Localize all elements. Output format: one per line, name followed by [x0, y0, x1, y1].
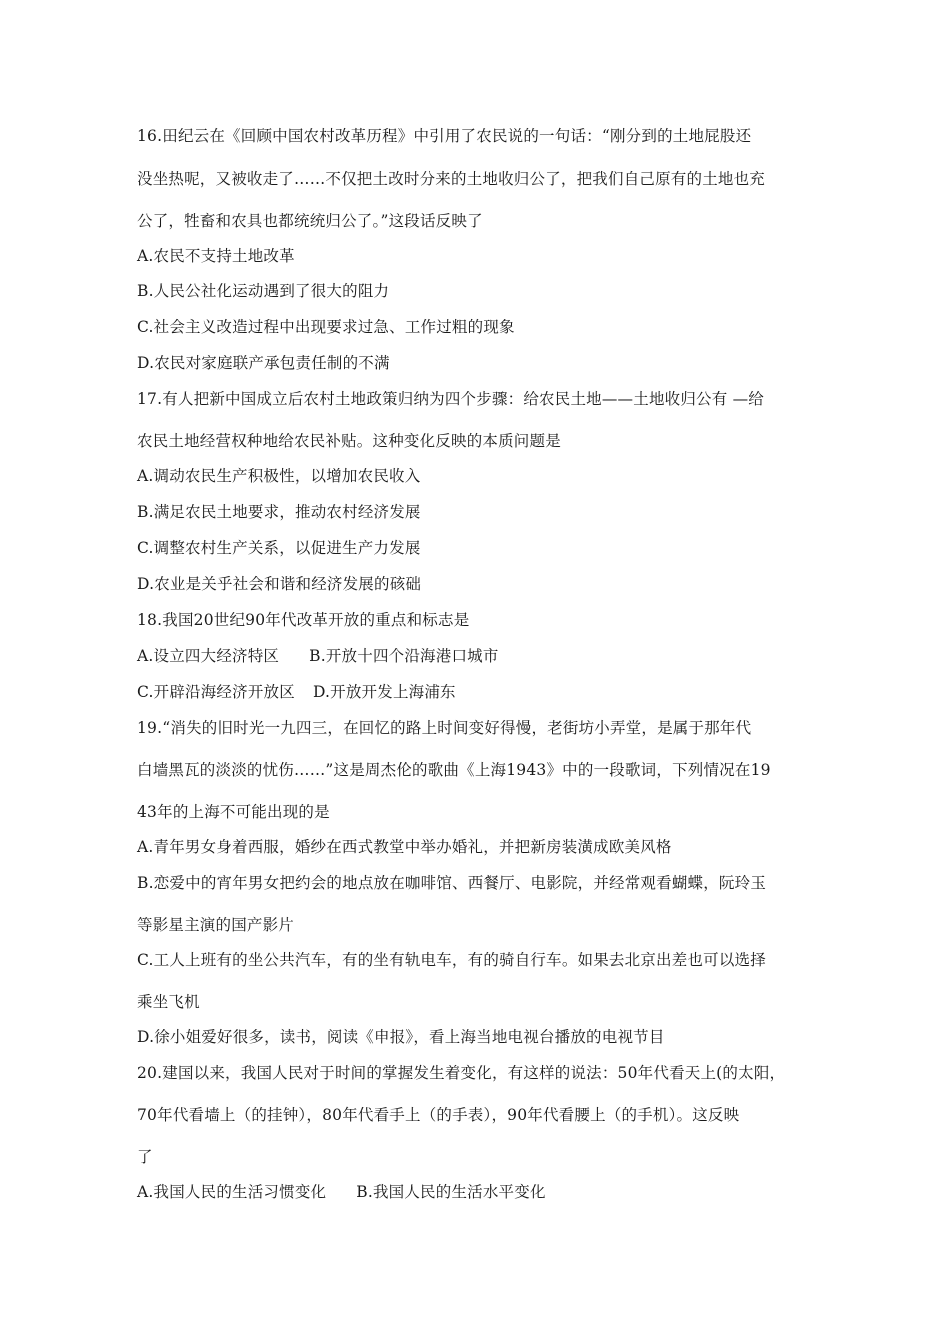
q16-option-a: A.农民不支持土地改革 — [137, 247, 295, 265]
q19-stem-line-3: 43年的上海不可能出现的是 — [137, 803, 330, 821]
q19-option-b-line-2: 等影星主演的国产影片 — [137, 916, 295, 934]
q19-option-c-line-1: C.工人上班有的坐公共汽车，有的坐有轨电车，有的骑自行车。如果去北京出差也可以选择 — [137, 951, 766, 969]
q18-options-row-2 — [137, 681, 837, 703]
q17-option-a: A.调动农民生产积极性，以增加农民收入 — [137, 467, 421, 485]
q17-stem-line-1: 17.有人把新中国成立后农村土地政策归纳为四个步骤：给农民土地——土地收归公有 —给 — [137, 390, 764, 408]
q20-stem-line-3: 了 — [137, 1148, 153, 1166]
q19-stem-line-1: 19.“消失的旧时光一九四三，在回忆的路上时间变好得慢，老街坊小弄堂，是属于那年代 — [137, 719, 752, 737]
q17-option-c: C.调整农村生产关系，以促进生产力发展 — [137, 539, 421, 557]
q20-option-b: B.我国人民的生活水平变化 — [356, 1183, 546, 1201]
q19-option-b-line-1: B.恋爱中的宵年男女把约会的地点放在咖啡馆、西餐厅、电影院，并经常观看蝴蝶，阮玲玉 — [137, 874, 767, 892]
q20-stem-line-1: 20.建国以来，我国人民对于时间的掌握发生着变化，有这样的说法：50年代看天上(的太阳， — [137, 1064, 786, 1082]
q18-options-row-1 — [137, 645, 837, 667]
q17-option-d: D.农业是关乎社会和谐和经济发展的硋础 — [137, 575, 422, 593]
q20-options-row — [137, 1181, 837, 1203]
q20-stem-line-2: 70年代看墙上（的挂钟），80年代看手上（的手表），90年代看腰上（的手机）。这反映 — [137, 1106, 740, 1124]
q20-option-a: A.我国人民的生活习惯变化 — [137, 1183, 327, 1201]
q18-option-a: A.设立四大经济特区 — [137, 647, 280, 665]
q16-stem-line-2: 没坐热呢，又被收走了……不仅把土改时分来的土地收归公了，把我们自己原有的土地也充 — [137, 170, 766, 188]
q18-option-b: B.开放十四个沿海港口城市 — [309, 647, 499, 665]
q16-stem-line-1: 16.田纪云在《回顾中国农村改革历程》中引用了农民说的一句话：“刚分到的土地屁股还 — [137, 127, 752, 145]
q16-stem-line-3: 公了，牲畜和农具也都统统归公了。”这段话反映了 — [137, 212, 483, 230]
q17-stem-line-2: 农民土地经营权种地给农民补贴。这种变化反映的本质问题是 — [137, 432, 561, 450]
q18-stem: 18.我国20世纪90年代改革开放的重点和标志是 — [137, 611, 470, 629]
q16-option-b: B.人民公社化运动遇到了很大的阻力 — [137, 282, 390, 300]
q19-option-d: D.徐小姐爱好很多，读书，阅读《申报》，看上海当地电视台播放的电视节目 — [137, 1028, 665, 1046]
q17-option-b: B.满足农民土地要求，推动农村经济发展 — [137, 503, 421, 521]
q16-option-d: D.农民对家庭联产承包责任制的不满 — [137, 354, 390, 372]
q18-option-c: C.开辟沿海经济开放区 — [137, 683, 295, 701]
q18-option-d: D.开放开发上海浦东 — [312, 683, 456, 701]
q16-option-c: C.社会主义改造过程中出现要求过急、工作过粗的现象 — [137, 318, 515, 336]
q19-option-a: A.青年男女身着西服，婚纱在西式教堂中举办婚礼，并把新房装潢成欧美风格 — [137, 838, 672, 856]
q19-stem-line-2: 白墙黑瓦的淡淡的忧伤……”这是周杰伦的歌曲《上海1943》中的一段歌词，下列情况在19 — [137, 761, 771, 779]
q19-option-c-line-2: 乘坐飞机 — [137, 993, 200, 1011]
